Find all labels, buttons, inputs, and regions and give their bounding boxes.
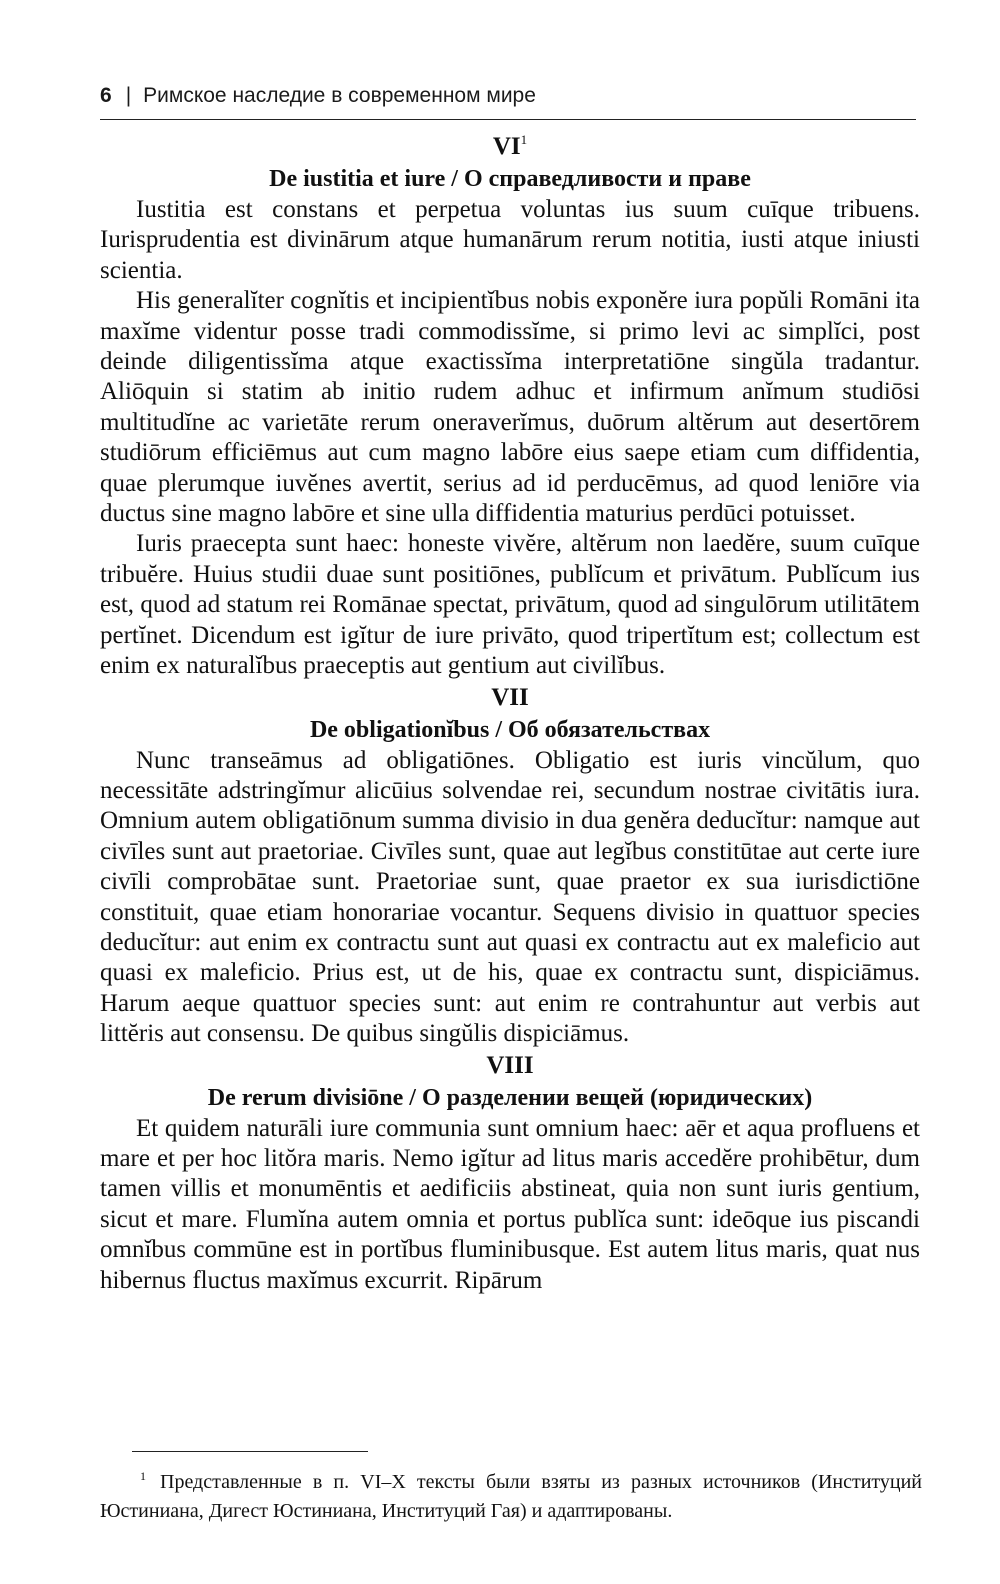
paragraph: Nunc transeāmus ad obligatiōnes. Obligatio est iuris vincŭlum, quo necessitāte adstringĭmur alicūius solvendae rei, secundum nostrae civitātis iura. Omnium autem obligatiōnum summa divisio in dua genĕra deducĭtur: namque aut civīles sunt aut praetoriae. Civīles sunt, quae aut legĭbus constitūtae aut certe iure civīli comprobātae sunt. Praetoriae sunt, quae praetor ex sua iurisdictiōne constituit, quae etiam honorariae vocantur. Sequens divisio in quattuor species deducĭtur: aut enim ex contractu sunt aut quasi ex contractu aut ex maleficio aut quasi ex maleficio. Prius est, ut de his, quae ex contractu sunt, dispiciāmus. Harum aeque quattuor species sunt: aut enim re contrahuntur aut verbis aut littĕris aut consensu. De quibus singŭlis dispiciāmus. [100, 746, 920, 1048]
page-number: 6 [100, 84, 112, 107]
running-head [100, 80, 916, 112]
footnote-text: Представленные в п. VI–X тексты были взяты из разных источников (Институций Юстиниана, Дигест Юстиниана, Институций Гая) и адаптированы. [100, 1471, 922, 1522]
section-title: De rerum divisiōne / О разделении вещей (юридических) [207, 1084, 813, 1111]
running-title: Римское наследие в современном мире [143, 84, 536, 107]
section-viii [100, 1050, 920, 1296]
paragraph: His generalĭter cognĭtis et incipientĭbus nobis exponĕre iura popŭli Romāni ita maxĭme videntur posse tradi commodissĭme, si primo levi ac simplĭci, post deinde diligentissĭma atque exactissĭma interpretatiōne singŭla tradantur. Aliōquin si statim ab initio rudem adhuc et infirmum anĭmum studiōsi multitudĭne ac varietāte rerum oneraverĭmus, duōrum altĕrum aut desertōrem studiōrum efficiēmus aut cum magno labōre eius saepe etiam cum diffidentia, quae plerumque iuvĕnes avertit, serius ad id perducēmus, ad quod leniōre via ductus sine magno labōre et sine ulla diffidentia maturius perdūci potuisset. [100, 287, 920, 528]
section-vi [100, 124, 920, 682]
footnote-marker: 1 [140, 1469, 146, 1483]
header-rule [100, 119, 916, 120]
footnote [100, 1462, 922, 1526]
paragraph: Iuris praecepta sunt haec: honeste vivĕre, altĕrum non laedĕre, suum cuīque tribuĕre. Huius studii duae sunt positiōnes, publĭcum et privātum. Publĭcum ius est, quod ad statum rei Romānae spectat, privātum, quod ad singulōrum utilitātem pertĭnet. Dicendum est igĭtur de iure privāto, quod tripertĭtum est; collectum est enim ex naturalĭbus praeceptis aut gentium aut civilĭbus. [100, 530, 920, 680]
section-title: De obligationĭbus / Об обязательствах [309, 716, 711, 743]
footnote-rule [132, 1451, 368, 1452]
paragraph: Et quidem naturāli iure communia sunt omnium haec: aēr et aqua profluens et mare et per hoc litŏra maris. Nemo igĭtur ad litus maris accedĕre prohibētur, dum tamen villis et monumēntis et aedificiis abstineat, quia non sunt iuris gentium, sicut et mare. Flumĭna autem omnia et portus publĭca sunt: ideōque ius piscandi omnĭbus commūne est in portĭbus fluminibusque. Est autem litus maris, quat nus hibernus fluctus maxĭmus excurrit. Ripārum [100, 1114, 920, 1294]
section-number: $VI^1$ [492, 132, 528, 160]
page-content [100, 124, 920, 1296]
header-separator: | [125, 84, 132, 107]
footnote-ref: 1 [520, 132, 528, 147]
paragraph: Iustitia est constans et perpetua voluntas ius suum cuīque tribuens. Iurisprudentia est divinārum atque humanārum rerum notitia, iusti atque iniusti scientia. [100, 196, 920, 284]
section-vii [100, 682, 920, 1050]
section-number: VIII [486, 1051, 534, 1079]
section-number: VII [491, 683, 529, 711]
section-title: De iustitia et iure / О справедливости и праве [269, 166, 751, 192]
